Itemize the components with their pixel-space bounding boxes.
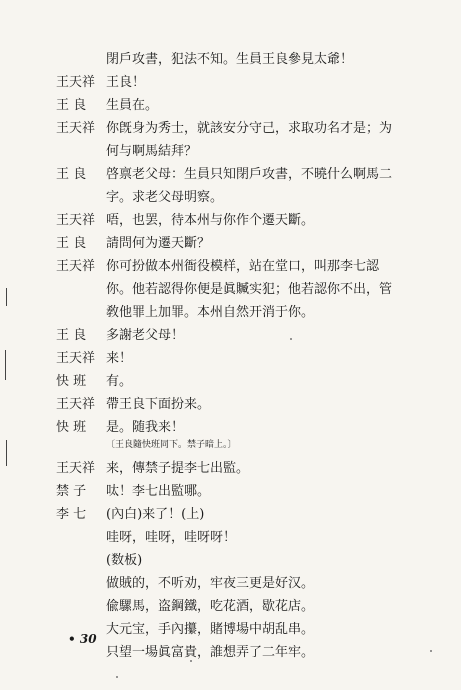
speech-text: 大元宝，手內攥，賭博場中胡乱串。 xyxy=(106,622,315,637)
speech-text: 做賊的，不听劝，牢夜三更是好汉。 xyxy=(106,576,315,591)
speaker-name: 王 良 xyxy=(56,167,87,182)
page-number: • 30 xyxy=(68,632,97,646)
speech-text: 唔，也罢，待本州与你作个遷天斷。 xyxy=(106,213,315,228)
scan-speck xyxy=(190,660,192,662)
speech-text: 你可扮做本州衙役模样，站在堂口，叫那李七認 xyxy=(106,259,380,274)
speech-text: 来，傳禁子提李七出監。 xyxy=(106,461,250,476)
speech-text: 何与啊馬結拜？ xyxy=(106,144,198,159)
speech-text: 生員在。 xyxy=(106,98,159,113)
speaker-name: 王天祥 xyxy=(56,351,96,366)
speaker-name: 快 班 xyxy=(56,420,87,435)
speech-text: 呔！李七出監哪。 xyxy=(106,484,211,499)
speech-text: 啓禀老父母：生員只知閉戶攻書，不曉什么啊馬二 xyxy=(106,167,393,182)
speaker-name: 王天祥 xyxy=(56,121,96,136)
speech-text: 敎他罪上加罪。本州自然开消于你。 xyxy=(106,305,315,320)
scan-mark xyxy=(6,440,7,466)
speech-text: 請問何为遷天斷？ xyxy=(106,236,211,251)
speech-text: 有。 xyxy=(106,374,133,389)
scan-speck xyxy=(430,650,432,652)
speech-text: 字。求老父母明察。 xyxy=(106,190,224,205)
page-number-value: 30 xyxy=(79,632,97,646)
speaker-name: 王 良 xyxy=(56,98,87,113)
speech-text: (內白)来了！(上) xyxy=(106,507,205,522)
speaker-name: 李 七 xyxy=(56,507,87,522)
speech-text: 王良！ xyxy=(106,75,146,90)
speech-text: 偸騾馬，盗鋼鐵，吃花酒，歇花店。 xyxy=(106,599,315,614)
speaker-name: 王天祥 xyxy=(56,75,96,90)
speech-text: 是。随我来！ xyxy=(106,420,185,435)
scan-mark xyxy=(6,288,7,306)
scan-mark xyxy=(5,350,6,380)
speaker-name: 王天祥 xyxy=(56,461,96,476)
speech-text: (数板) xyxy=(106,553,143,568)
speaker-name: 王天祥 xyxy=(56,213,96,228)
speech-text: 你。他若認得你便是眞贓实犯；他若認你不出，管 xyxy=(106,282,393,297)
continuation-line: 閉戶攻書，犯法不知。生員王良參見太爺！ xyxy=(106,52,354,67)
speaker-name: 禁 子 xyxy=(56,484,87,499)
scan-speck xyxy=(290,338,292,340)
speech-text: 帶王良下面扮来。 xyxy=(106,397,211,412)
stage-direction: 〔王良隨快班同下。禁子暗上。〕 xyxy=(106,440,237,450)
scan-speck xyxy=(116,676,118,678)
speaker-name: 王天祥 xyxy=(56,259,96,274)
speech-text: 多謝老父母！ xyxy=(106,328,185,343)
speech-text: 哇呀，哇呀，哇呀呀！ xyxy=(106,530,237,545)
speaker-name: 王 良 xyxy=(56,236,87,251)
speaker-name: 快 班 xyxy=(56,374,87,389)
speech-text: 只望一場眞富貴，誰想弄了二年牢。 xyxy=(106,645,315,660)
speech-text: 来！ xyxy=(106,351,133,366)
speech-text: 你旣身为秀士，就該安分守己，求取功名才是；为 xyxy=(106,121,393,136)
speaker-name: 王天祥 xyxy=(56,397,96,412)
speaker-name: 王 良 xyxy=(56,328,87,343)
